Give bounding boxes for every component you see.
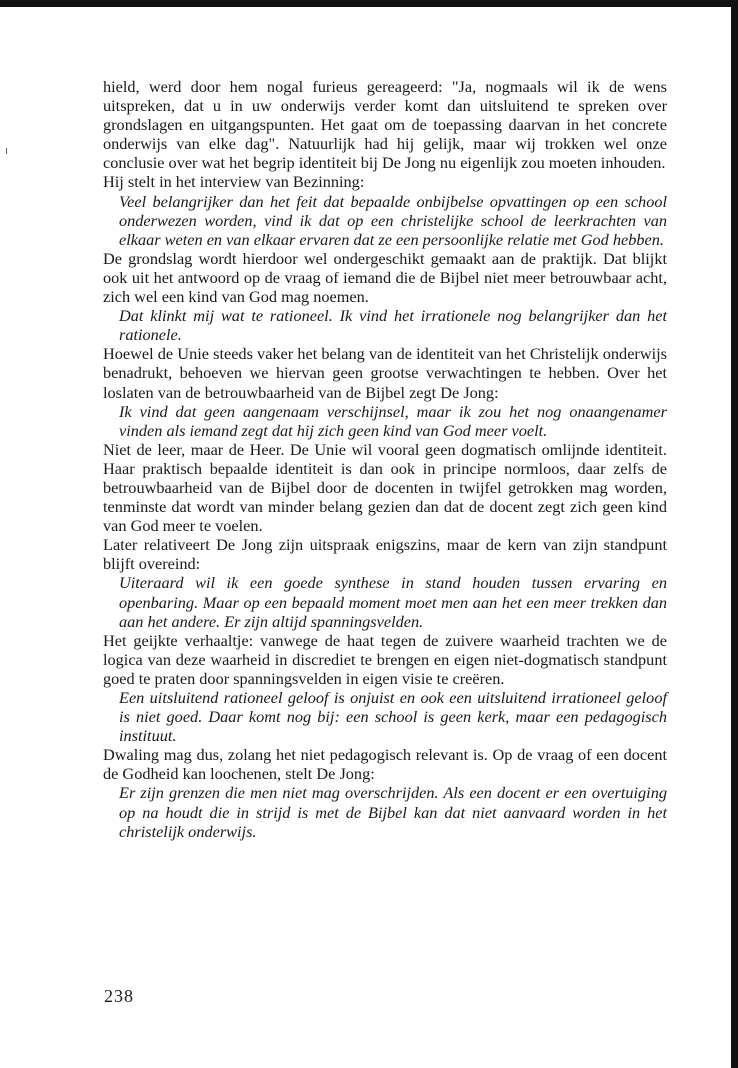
- paragraph: Niet de leer, maar de Heer. De Unie wil vooral geen dogmatisch omlijnde identiteit. Haar praktisch bepaalde identiteit is dan ook in principe normloos, daar zelfs de betrouwbaarheid van de Bijbel door de docenten in twijfel getrokken mag worden, tenminste dat wordt van minder belang gezien dan dat de docent zegt zich geen kind van God meer te voelen.: [103, 439, 667, 536]
- paragraph: hield, werd door hem nogal furieus gereageerd: "Ja, nogmaals wil ik de wens uitspreken, dat u in uw onderwijs verder komt dan uitsluitend te spreken over grondslagen en uitgangspunten. Het gaat om de toepassing daarvan in het concrete onderwijs van elke dag". Natuurlijk had hij gelijk, maar wij trokken wel onze conclusie over wat het begrip identiteit bij De Jong nu eigenlijk zou moeten inhouden.: [103, 77, 667, 173]
- paragraph: Later relativeert De Jong zijn uitspraak enigszins, maar de kern van zijn standpunt blijft overeind:: [103, 535, 667, 574]
- scan-margin-mark: [6, 148, 7, 154]
- scan-right-border: [731, 0, 738, 1068]
- page-body: [103, 77, 667, 841]
- block-quote: Een uitsluitend rationeel geloof is onjuist en ook een uitsluitend irrationeel geloof is niet goed. Daar komt nog bij: een school is geen kerk, maar een pedagogisch instituut.: [119, 688, 667, 746]
- block-quote: Er zijn grenzen die men niet mag overschrijden. Als een docent er een overtuiging op na houdt die in strijd is met de Bijbel kan dat niet aanvaard worden in het christelijk onderwijs.: [119, 783, 667, 841]
- paragraph: Hij stelt in het interview van Bezinning:: [103, 172, 365, 192]
- block-quote: Uiteraard wil ik een goede synthese in stand houden tussen ervaring en openbaring. Maar op een bepaald moment moet men aan het een meer trekken dan aan het andere. Er zijn altijd spanningsvelden.: [119, 573, 667, 631]
- paragraph: De grondslag wordt hierdoor wel ondergeschikt gemaakt aan de praktijk. Dat blijkt ook uit het antwoord op de vraag of iemand die de Bijbel niet meer betrouwbaar acht, zich wel een kind van God mag noemen.: [103, 248, 667, 307]
- block-quote: Veel belangrijker dan het feit dat bepaalde onbijbelse opvattingen op een school onderwezen worden, vind ik dat op een christelijke school de leerkrachten van elkaar weten en van elkaar ervaren dat ze een persoonlijke relatie met God hebben.: [119, 191, 667, 249]
- page-number: 238: [104, 986, 134, 1006]
- scan-top-border: [0, 0, 738, 7]
- paragraph: Het geijkte verhaaltje: vanwege de haat tegen de zuivere waarheid trachten we de logica van deze waarheid in discrediet te brengen en eigen niet-dogmatisch standpunt goed te praten door spanningsvelden in eigen visie te creëren.: [103, 630, 667, 688]
- paragraph: Dwaling mag dus, zolang het niet pedagogisch relevant is. Op de vraag of een docent de Godheid kan loochenen, stelt De Jong:: [103, 745, 667, 784]
- paragraph: Hoewel de Unie steeds vaker het belang van de identiteit van het Christelijk onderwijs benadrukt, behoeven we hiervan geen grootse verwachtingen te hebben. Over het loslaten van de betrouwbaarheid van de Bijbel zegt De Jong:: [103, 344, 667, 402]
- block-quote: Ik vind dat geen aangenaam verschijnsel, maar ik zou het nog onaangenamer vinden als iemand zegt dat hij zich geen kind van God meer voelt.: [119, 401, 667, 440]
- block-quote: Dat klinkt mij wat te rationeel. Ik vind het irrationele nog belangrijker dan het rationele.: [119, 306, 667, 345]
